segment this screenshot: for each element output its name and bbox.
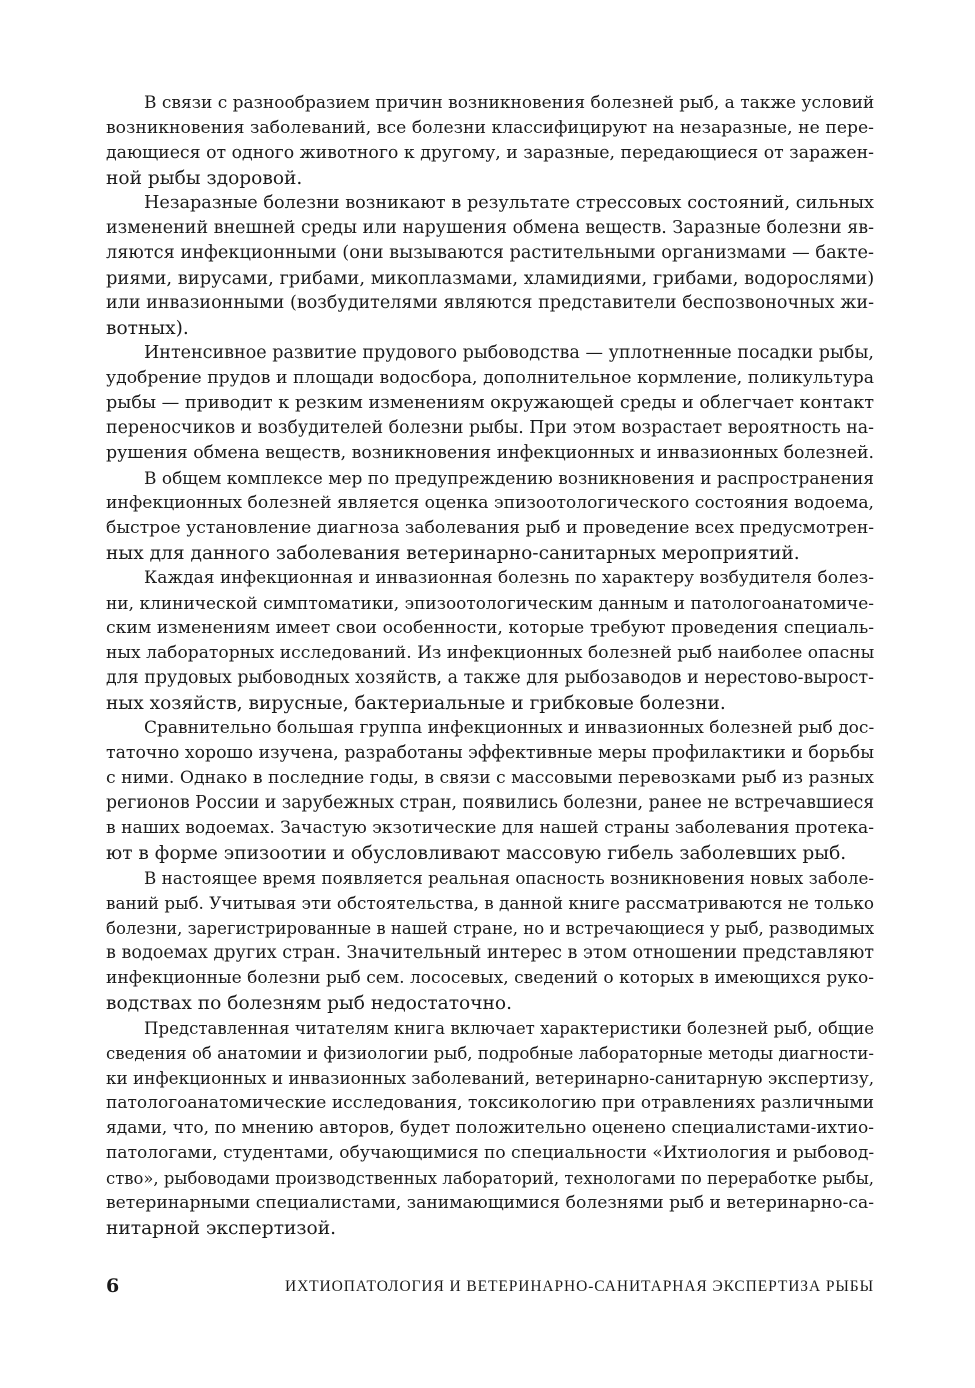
text-line: изменений внешней среды или нарушения обмена веществ. Заразные болезни яв- — [106, 218, 875, 238]
text-line: в наших водоемах. Зачастую экзотические для нашей страны заболевания протека- — [106, 818, 874, 838]
text-line: для прудовых рыбоводных хозяйств, а также для рыбозаводов и нерестово-вырост- — [106, 668, 874, 688]
paragraph — [106, 866, 874, 1016]
text-line: или инвазионными (возбудителями являются представители беспозвоночных жи- — [106, 293, 874, 313]
text-line: Сравнительно большая группа инфекционных и инвазионных болезней рыб дос- — [144, 718, 875, 738]
text-line: патологами, студентами, обучающимися по специальности «Ихтиология и рыбовод- — [106, 1143, 875, 1163]
paragraph — [106, 341, 874, 466]
body-text — [106, 91, 874, 1241]
text-line: вотных). — [106, 318, 189, 339]
text-line: патологоанатомические исследования, токсикологию при отравлениях различными — [106, 1093, 874, 1113]
text-line: с ними. Однако в последние годы, в связи с массовыми перевозками рыб из разных — [106, 768, 874, 788]
text-line: ство», рыбоводами производственных лабораторий, технологами по переработке рыбы, — [106, 1169, 874, 1188]
text-line: ским изменениям имеет свои особенности, которые требуют проведения специаль- — [106, 618, 874, 638]
text-line: возникновения заболеваний, все болезни классифицируют на незаразные, не пере- — [106, 118, 874, 138]
page-number: 6 — [106, 1275, 120, 1297]
running-title: ИХТИОПАТОЛОГИЯ И ВЕТЕРИНАРНО-САНИТАРНАЯ ЭКСПЕРТИЗА РЫБЫ — [284, 1278, 874, 1295]
paragraph — [106, 716, 874, 866]
text-line: ядами, что, по мнению авторов, будет положительно оценено специалистами-ихтио- — [106, 1118, 875, 1138]
text-line: риями, вирусами, грибами, микоплазмами, хламидиями, грибами, водорослями) — [106, 268, 875, 289]
text-line: в водоемах других стран. Значительный интерес в этом отношении представляют — [106, 943, 874, 963]
text-line: сведения об анатомии и физиологии рыб, подробные лабораторные методы диагности- — [106, 1044, 874, 1063]
text-line: ных для данного заболевания ветеринарно-санитарных мероприятий. — [106, 543, 800, 564]
text-line: быстрое установление диагноза заболевания рыб и проведение всех предусмотрен- — [106, 518, 875, 538]
text-line: В общем комплексе мер по предупреждению возникновения и распространения — [144, 468, 874, 488]
text-line: регионов России и зарубежных стран, появились болезни, ранее не встречавшиеся — [106, 793, 875, 813]
text-line: В связи с разнообразием причин возникновения болезней рыб, а также условий — [144, 93, 875, 113]
text-line: ных лабораторных исследований. Из инфекционных болезней рыб наиболее опасны — [106, 643, 875, 663]
text-line: дающиеся от одного животного к другому, и заразные, передающиеся от заражен- — [106, 143, 874, 163]
page-footer — [106, 1273, 874, 1299]
text-line: водствах по болезням рыб недостаточно. — [106, 993, 513, 1014]
text-line: ветеринарными специалистами, занимающимися болезнями рыб и ветеринарно-са- — [106, 1193, 874, 1213]
text-line: В настоящее время появляется реальная опасность возникновения новых заболе- — [144, 868, 874, 888]
text-line: удобрение прудов и площади водосбора, дополнительное кормление, поликультура — [106, 368, 874, 388]
paragraph — [106, 466, 874, 566]
paragraph — [106, 191, 874, 341]
text-line: болезни, зарегистрированные в нашей стране, но и встречающиеся у рыб, разводимых — [106, 919, 875, 938]
paragraph — [106, 91, 874, 191]
paragraph — [106, 1016, 874, 1241]
text-line: ют в форме эпизоотии и обусловливают массовую гибель заболевших рыб. — [106, 843, 847, 864]
text-line: ваний рыб. Учитывая эти обстоятельства, в данной книге рассматриваются не только — [106, 893, 874, 913]
text-line: Интенсивное развитие прудового рыбоводства — уплотненные посадки рыбы, — [144, 343, 874, 363]
text-line: ной рыбы здоровой. — [106, 168, 303, 189]
text-line: нитарной экспертизой. — [106, 1218, 337, 1239]
text-line: инфекционные болезни рыб сем. лососевых, сведений о которых в имеющихся руко- — [106, 968, 874, 988]
text-line: рыбы — приводит к резким изменениям окружающей среды и облегчает контакт — [106, 393, 874, 413]
text-line: Каждая инфекционная и инвазионная болезнь по характеру возбудителя болез- — [144, 568, 874, 588]
text-line: ных хозяйств, вирусные, бактериальные и грибковые болезни. — [106, 693, 726, 714]
paragraph — [106, 566, 874, 716]
text-line: Представленная читателям книга включает характеристики болезней рыб, общие — [144, 1019, 875, 1038]
text-line: ки инфекционных и инвазионных заболеваний, ветеринарно-санитарную экспертизу, — [106, 1068, 875, 1088]
text-line: ни, клинической симптоматики, эпизоотологическим данным и патологоанатомиче- — [106, 593, 874, 613]
text-line: переносчиков и возбудителей болезни рыбы. При этом возрастает вероятность на- — [106, 418, 874, 438]
text-line: ляются инфекционными (они вызываются растительными организмами — бакте- — [106, 243, 874, 263]
text-line: Незаразные болезни возникают в результате стрессовых состояний, сильных — [144, 193, 874, 213]
text-line: рушения обмена веществ, возникновения инфекционных и инвазионных болезней. — [106, 443, 875, 463]
text-line: таточно хорошо изучена, разработаны эффективные меры профилактики и борьбы — [106, 743, 874, 763]
text-line: инфекционных болезней является оценка эпизоотологического состояния водоема, — [106, 493, 874, 513]
